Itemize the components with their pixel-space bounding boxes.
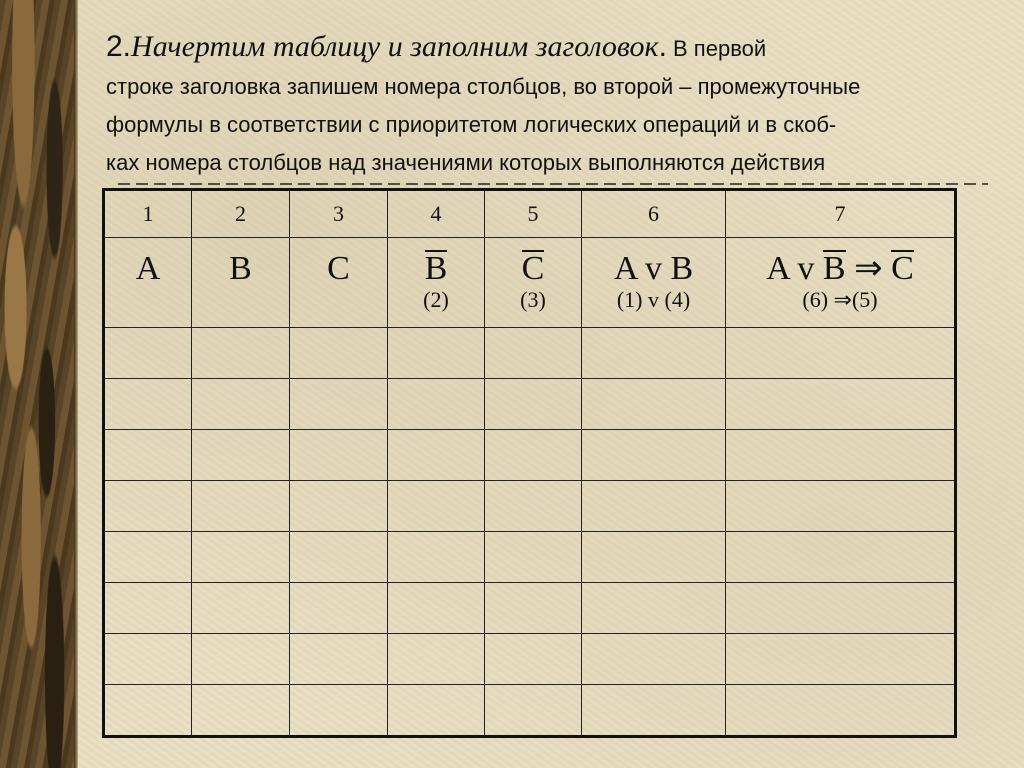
empty-cell (582, 328, 726, 379)
ref-a-or-b: (1) v (4) (616, 287, 691, 312)
lead-period: . (658, 30, 667, 63)
column-number-cell: 7 (726, 190, 956, 238)
header-cell-result (726, 238, 956, 328)
table-row (104, 634, 956, 685)
truth-table (102, 188, 957, 738)
column-number-cell: 3 (290, 190, 388, 238)
table-row (104, 532, 956, 583)
empty-cell (290, 532, 388, 583)
column-number-cell: 2 (192, 190, 290, 238)
empty-cell (388, 532, 485, 583)
empty-cell (192, 532, 290, 583)
empty-cell (388, 328, 485, 379)
table-row (104, 379, 956, 430)
empty-cell (485, 685, 582, 737)
empty-cell (104, 685, 192, 737)
empty-cell (582, 685, 726, 737)
empty-cell (582, 430, 726, 481)
column-number-cell: 5 (485, 190, 582, 238)
ref-not-c: (3) (520, 287, 546, 312)
header-cell-not-c (485, 238, 582, 328)
empty-cell (290, 634, 388, 685)
empty-cell (485, 379, 582, 430)
empty-cell (582, 634, 726, 685)
empty-cell (485, 583, 582, 634)
empty-cell (726, 328, 956, 379)
empty-cell (192, 328, 290, 379)
ref-not-b: (2) (423, 287, 449, 312)
intro-line-1-tail: В первой (666, 36, 767, 61)
column-number-cell: 1 (104, 190, 192, 238)
empty-cell (192, 583, 290, 634)
intro-paragraph (106, 28, 1006, 182)
empty-cell (290, 430, 388, 481)
empty-cell (388, 379, 485, 430)
empty-cell (290, 328, 388, 379)
table-row (104, 685, 956, 737)
table-row (104, 430, 956, 481)
empty-cell (726, 685, 956, 737)
empty-cell (485, 328, 582, 379)
column-number-cell: 6 (582, 190, 726, 238)
header-cell-not-b (388, 238, 485, 328)
empty-cell (290, 481, 388, 532)
empty-cell (726, 430, 956, 481)
intro-line-1 (106, 28, 1006, 68)
ref-implication-symbol: ⇒ (833, 287, 852, 312)
ref-result-b: (5) (851, 287, 878, 312)
empty-cell (388, 583, 485, 634)
intro-line-2: строке заголовка запишем номера столбцов, во второй – промежуточные (106, 74, 861, 99)
header-cell-b (192, 238, 290, 328)
dashed-rule (118, 181, 988, 187)
header-cell-a (104, 238, 192, 328)
empty-cell (104, 634, 192, 685)
empty-cell (104, 481, 192, 532)
column-number-cell: 4 (388, 190, 485, 238)
formula-result-part1: A v (766, 250, 823, 287)
empty-cell (485, 430, 582, 481)
formula-header-row (104, 238, 956, 328)
empty-cell (388, 685, 485, 737)
intro-line-3: формулы в соответствии с приоритетом логических операций и в скоб- (106, 112, 837, 137)
empty-cell (485, 634, 582, 685)
formula-c: C (327, 250, 350, 287)
empty-cell (388, 481, 485, 532)
decorative-wood-strip (0, 0, 78, 768)
empty-cell (192, 685, 290, 737)
empty-cell (192, 430, 290, 481)
ref-result (726, 288, 954, 312)
empty-cell (726, 634, 956, 685)
step-lead: Начертим таблицу и заполним заголовок (131, 30, 659, 63)
table-row (104, 481, 956, 532)
formula-b: B (229, 250, 252, 287)
header-cell-c (290, 238, 388, 328)
empty-cell (582, 532, 726, 583)
header-cell-a-or-b (582, 238, 726, 328)
formula-not-b: B (424, 250, 448, 287)
empty-cell (192, 379, 290, 430)
empty-cell (104, 328, 192, 379)
empty-cell (726, 532, 956, 583)
empty-cell (290, 685, 388, 737)
formula-a: A (135, 250, 161, 287)
formula-result-not-b: B (822, 250, 846, 287)
empty-cell (290, 583, 388, 634)
formula-a-or-b: A v B (613, 250, 694, 287)
empty-cell (582, 379, 726, 430)
empty-cell (582, 481, 726, 532)
step-number: 2. (106, 30, 132, 63)
empty-cell (485, 481, 582, 532)
empty-cell (192, 481, 290, 532)
table-row (104, 583, 956, 634)
empty-cell (726, 481, 956, 532)
column-number-row (104, 190, 956, 238)
empty-cell (104, 379, 192, 430)
empty-cell (582, 583, 726, 634)
ref-result-a: (6) (802, 287, 834, 312)
empty-cell (726, 583, 956, 634)
formula-not-c: C (521, 250, 545, 287)
implication-symbol: ⇒ (845, 250, 892, 287)
formula-result (726, 250, 954, 288)
empty-cell (104, 430, 192, 481)
empty-cell (290, 379, 388, 430)
empty-cell (726, 379, 956, 430)
intro-line-4: ках номера столбцов над значениями которых выполняются действия (106, 150, 826, 175)
empty-cell (485, 532, 582, 583)
empty-cell (388, 634, 485, 685)
formula-result-not-c: C (891, 250, 914, 287)
table-row (104, 328, 956, 379)
empty-cell (192, 634, 290, 685)
empty-cell (104, 583, 192, 634)
empty-cell (388, 430, 485, 481)
empty-cell (104, 532, 192, 583)
